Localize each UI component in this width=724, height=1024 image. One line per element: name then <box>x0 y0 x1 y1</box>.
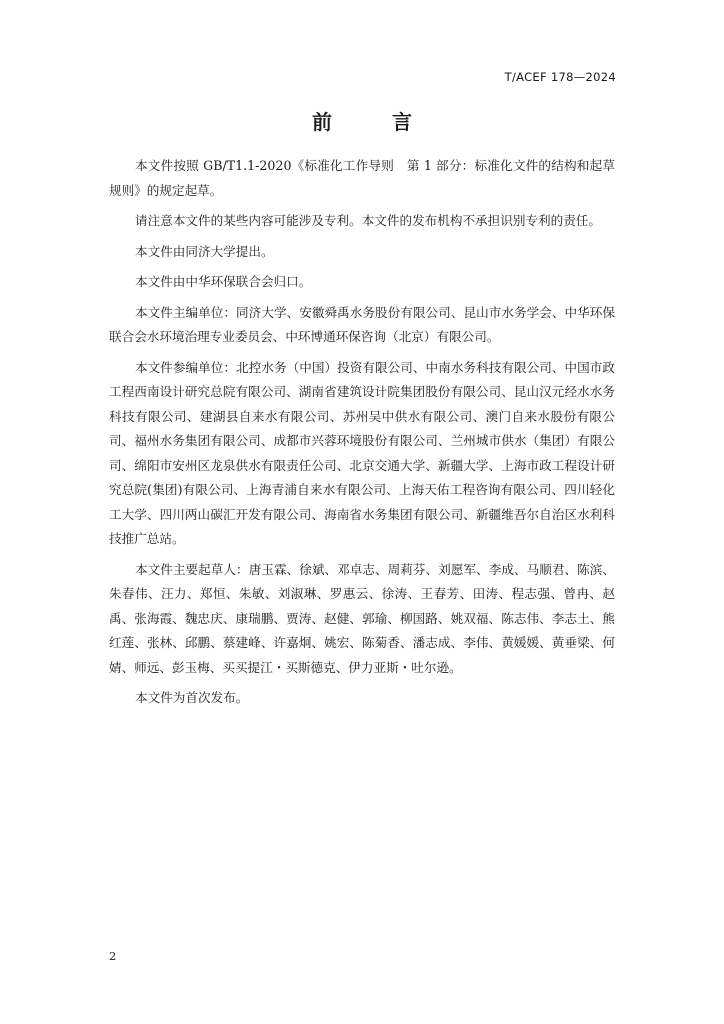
paragraph-first-release: 本文件为首次发布。 <box>135 690 249 705</box>
paragraph-proposer: 本文件由同济大学提出。 <box>135 243 274 259</box>
paragraph-centralized: 本文件由中华环保联合会归口。 <box>135 274 312 289</box>
paragraph-participating-units: 本文件参编单位：北控水务（中国）投资有限公司、中南水务科技有限公司、中国市政工程西南设计研究总院有限公司、湖南省建筑设计院集团股份有限公司、昆山汉元经水水务科技有限公司、建湖县自来水有限公司、苏州吴中供水有限公司、澳门自来水股份有限公司、福州水务集团有限公司、成都市兴蓉环境股份有限公司、兰州城市供水（集团）有限公司、绵阳市安州区龙泉供水有限责任公司、北京交通大学、新疆大学、上海市政工程设计研究总院(集团)有限公司、上海青浦自来水有限公司、上海天佑工程咨询有限公司、四川轻化工大学、四川两山碳汇开发有限公司、海南省水务集团有限公司、新疆维吾尔自治区水利科技推广总站。 <box>109 359 615 546</box>
paragraph-patent-notice: 请注意本文件的某些内容可能涉及专利。本文件的发布机构不承担识别专利的责任。 <box>135 213 601 228</box>
page-number: 2 <box>109 949 117 963</box>
standard-code: T/ACEF 178—2024 <box>504 70 616 84</box>
paragraph-drafters: 本文件主要起草人：唐玉霖、徐斌、邓卓志、周莉芬、刘愿军、李成、马顺君、陈滨、朱春伟、汪力、郑恒、朱敏、刘淑琳、罗惠云、徐涛、王春芳、田涛、程志强、曾冉、赵禹、张海霞、魏忠庆、康瑞鹏、贾涛、赵健、郭瑜、柳国路、姚双福、陈志伟、李志土、熊红莲、张林、邱鹏、蔡建峰、许嘉炯、姚宏、陈菊香、潘志成、李伟、黄媛媛、黄垂梁、何婧、师远、彭玉梅、买买提江・买斯德克、伊力亚斯・吐尔逊。 <box>109 561 615 675</box>
paragraph-drafting-rules: 本文件按照 GB/T1.1-2020《标准化工作导则 第 1 部分：标准化文件的结构和起草规则》的规定起草。 <box>109 158 615 198</box>
page-title: 前 言 <box>312 110 432 134</box>
paragraph-chief-units: 本文件主编单位：同济大学、安徽舜禹水务股份有限公司、昆山市水务学会、中华环保联合会水环境治理专业委员会、中环博通环保咨询（北京）有限公司。 <box>109 304 615 344</box>
document-body <box>109 154 615 717</box>
